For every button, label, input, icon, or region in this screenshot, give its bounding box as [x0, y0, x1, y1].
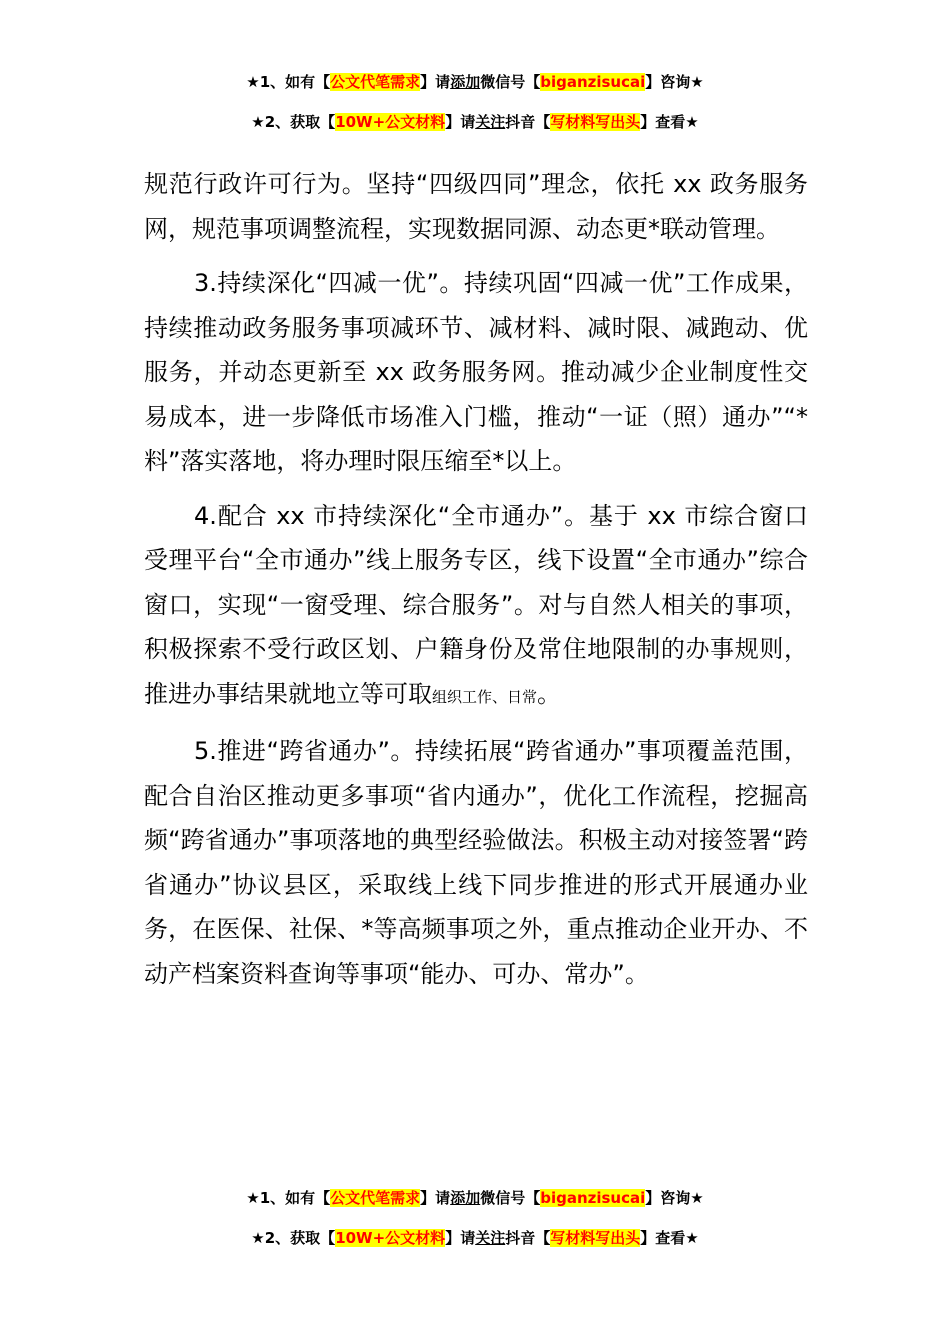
- promo-douyin-id: 写材料写出头: [550, 1229, 641, 1247]
- promo-text: ★1、如有【: [246, 73, 331, 91]
- header-promo-line-2: [0, 111, 950, 133]
- promo-highlight: 公文代笔需求: [330, 73, 421, 91]
- promo-highlight: 10W+公文材料: [335, 113, 446, 131]
- promo-text: 抖音【: [505, 1229, 551, 1247]
- promo-text: 】请: [420, 73, 451, 91]
- promo-underline: 关注: [475, 113, 506, 131]
- document-body: [144, 162, 808, 996]
- paragraph-text: 4.配合 xx 市持续深化“全市通办”。基于 xx 市综合窗口受理平台“全市通办”线上服务专区，线下设置“全市通办”综合窗口，实现“一窗受理、综合服务”。对与自然人相关的事项，积极探索不受行政区划、户籍身份及常住地限制的办事规则，推进办事结果就地立等可取: [144, 501, 808, 708]
- promo-text: 】查看★: [640, 113, 699, 131]
- promo-text: 微信号【: [480, 73, 541, 91]
- promo-text: 】请: [445, 113, 476, 131]
- promo-text: ★1、如有【: [246, 1189, 331, 1207]
- promo-wechat-id: biganzisucai: [540, 73, 646, 91]
- paragraph-item-4: [144, 494, 808, 720]
- promo-text: ★2、获取【: [251, 1229, 336, 1247]
- footer-promo-line-2: [0, 1227, 950, 1249]
- inline-small-text: 组织工作、日常: [432, 687, 538, 706]
- promo-text: 】查看★: [640, 1229, 699, 1247]
- paragraph-item-5: 5.推进“跨省通办”。持续拓展“跨省通办”事项覆盖范围，配合自治区推动更多事项“省内通办”，优化工作流程，挖掘高频“跨省通办”事项落地的典型经验做法。积极主动对接签署“跨省通办”协议县区，采取线上线下同步推进的形式开展通办业务，在医保、社保、*等高频事项之外，重点推动企业开办、不动产档案资料查询等事项“能办、可办、常办”。: [144, 737, 808, 988]
- promo-highlight: 公文代笔需求: [330, 1189, 421, 1207]
- promo-text: 微信号【: [480, 1189, 541, 1207]
- promo-text: 抖音【: [505, 113, 551, 131]
- promo-underline: 关注: [475, 1229, 506, 1247]
- promo-highlight: 10W+公文材料: [335, 1229, 446, 1247]
- paragraph-text: 。: [537, 679, 562, 708]
- header-promo-line-1: [0, 71, 950, 93]
- footer-promo-line-1: [0, 1187, 950, 1209]
- promo-douyin-id: 写材料写出头: [550, 113, 641, 131]
- paragraph-continuation: 规范行政许可行为。坚持“四级四同”理念，依托 xx 政务服务网，规范事项调整流程，实现数据同源、动态更*联动管理。: [144, 170, 808, 243]
- promo-underline: 添加: [450, 1189, 481, 1207]
- promo-text: ★2、获取【: [251, 113, 336, 131]
- promo-underline: 添加: [450, 73, 481, 91]
- promo-text: 】请: [420, 1189, 451, 1207]
- promo-wechat-id: biganzisucai: [540, 1189, 646, 1207]
- paragraph-item-3: 3.持续深化“四减一优”。持续巩固“四减一优”工作成果，持续推动政务服务事项减环节、减材料、减时限、减跑动、优服务，并动态更新至 xx 政务服务网。推动减少企业制度性交易成本，进一步降低市场准入门槛，推动“一证（照）通办”“*料”落实落地，将办理时限压缩至*以上。: [144, 269, 808, 475]
- promo-text: 】咨询★: [645, 1189, 704, 1207]
- promo-text: 】咨询★: [645, 73, 704, 91]
- promo-text: 】请: [445, 1229, 476, 1247]
